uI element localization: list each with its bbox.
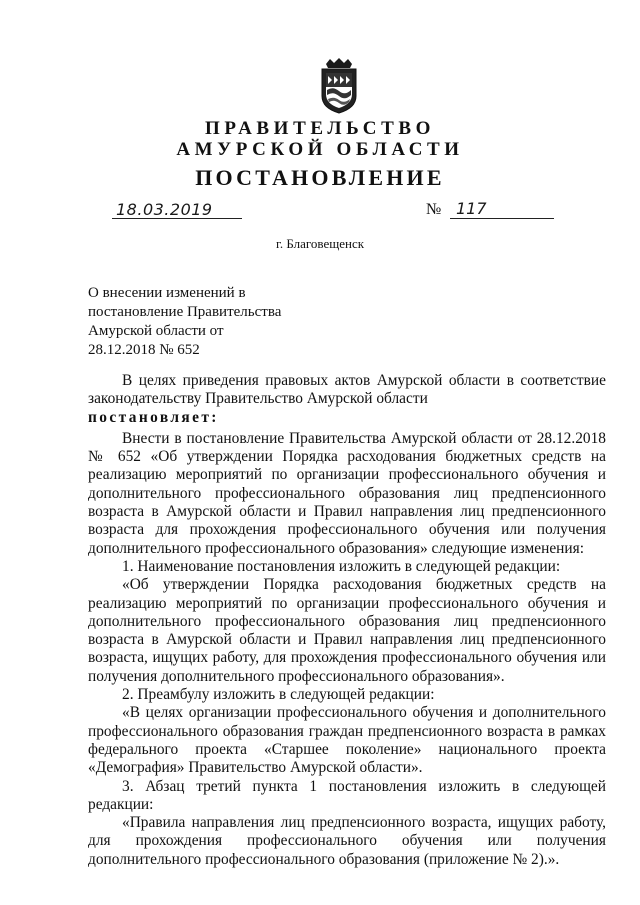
subject-line: Амурской области от (88, 323, 224, 339)
item-3-line: 3. Абзац третий пункта 1 постановления изложить в следующей (122, 777, 606, 795)
item-2-quote-line: федерального проекта «Старшее поколение» национального проекта (88, 740, 606, 758)
preamble-line: В целях приведения правовых актов Амурской области в соответствие (122, 372, 606, 389)
item-1-quote-line: возраста, ищущих работу, для прохождения профессионального обучения или (88, 649, 606, 667)
preamble-line: законодательству Правительство Амурской области (88, 390, 428, 408)
item-2-line: 2. Преамбулу изложить в следующей редакции: (122, 686, 435, 704)
subject-line: О внесении изменений в (88, 285, 246, 301)
item-2-quote-line: «В целях организации профессионального обучения и дополнительного (122, 704, 606, 722)
item-1-quote-line: возраста в Амурской области и Правил направления лиц предпенсионного (88, 631, 606, 649)
number-sign: № (426, 201, 442, 218)
decree-subject (88, 284, 348, 360)
item-1-quote-line: реализацию мероприятий по организации профессионального обучения и (88, 594, 606, 612)
number-underline (450, 218, 554, 219)
intro-line: Внести в постановление Правительства Амурской области от 28.12.2018 (122, 429, 606, 447)
document-type-title: ПОСТАНОВЛЕНИЕ (195, 165, 445, 190)
issuer-line-2: АМУРСКОЙ ОБЛАСТИ (176, 139, 464, 160)
item-2-quote-line: «Демография» Правительство Амурской области». (88, 759, 423, 777)
subject-line: 28.12.2018 № 652 (88, 342, 200, 358)
item-2-quote-line: профессионального образования граждан предпенсионного возраста в рамках (88, 722, 606, 740)
intro-line: реализацию мероприятий по организации профессионального обучения и (88, 466, 606, 484)
item-3-quote-line: дополнительного профессионального образования (приложение № 2).». (88, 850, 560, 868)
intro-line: возраста для прохождения профессионального обучения или получения (88, 521, 606, 539)
subject-line: постановление Правительства (88, 304, 282, 320)
decree-number: 117 (456, 199, 487, 218)
date-underline (112, 218, 242, 219)
item-1-quote-line: «Об утверждении Порядка расходования бюджетных средств на (122, 576, 606, 594)
intro-line: возраста в Амурской области и Правил направления лиц предпенсионного (88, 503, 606, 521)
item-3-quote-line: «Правила направления лиц предпенсионного возраста, ищущих работу, (122, 814, 606, 832)
amur-region-coat-of-arms-icon (318, 58, 360, 114)
decree-verb: постановляет: (88, 408, 219, 426)
decree-date: 18.03.2019 (116, 200, 213, 219)
city-name: г. Благовещенск (275, 236, 365, 251)
item-1-quote-line: получения дополнительного профессионального образования». (88, 667, 505, 685)
item-3-line: редакции: (88, 795, 154, 813)
intro-line: дополнительного профессионального образования» следующие изменения: (88, 539, 585, 557)
issuer-line-1: ПРАВИТЕЛЬСТВО (204, 118, 436, 139)
item-1-quote-line: дополнительного профессионального образования лиц предпенсионного (88, 612, 606, 630)
decree-body (88, 372, 606, 869)
intro-line: дополнительного профессионального образования лиц предпенсионного (88, 484, 606, 502)
item-3-quote-line: для прохождения профессионального обучения или получения (88, 832, 606, 850)
intro-line: № 652 «Об утверждении Порядка расходования бюджетных средств на (88, 448, 606, 466)
item-1-line: 1. Наименование постановления изложить в следующей редакции: (122, 557, 561, 575)
